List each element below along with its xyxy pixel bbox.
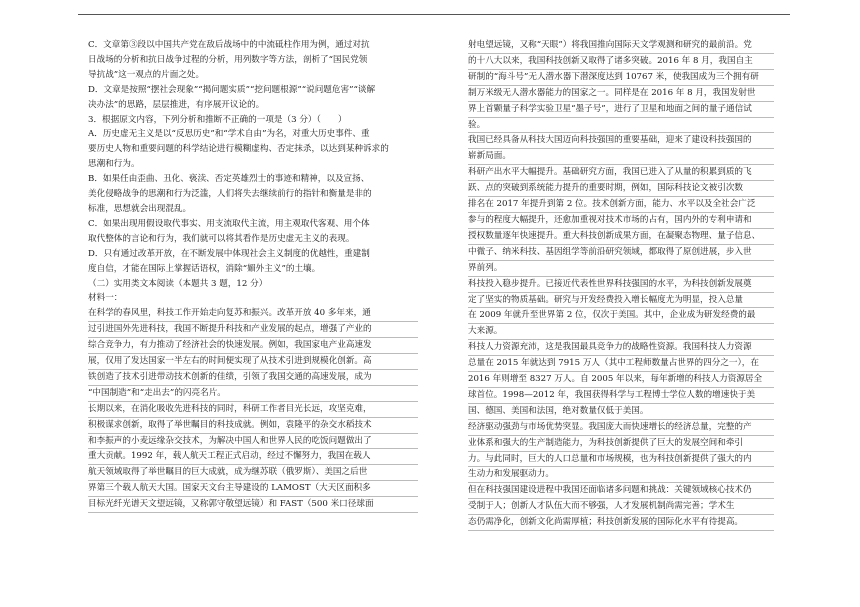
text-line: 总量在 2015 年就达到 7915 万人（其中工程师数量占世界的四分之一），在 [468,356,774,372]
text-line: 定了坚实的物质基础。研究与开发经费投入增长幅度尤为明显，投入总量 [468,293,774,309]
text-line: 和李振声的小麦远缘杂交技术，为解决中国人和世界人民的吃饭问题做出了 [88,434,418,450]
text-line: 态仍需净化，创新文化尚需厚植；科技创新发展的国际化水平有待提高。 [468,515,774,531]
text-line: 长期以来，在消化吸收先进科技的同时，科研工作者目光长远，攻坚克难， [88,402,418,418]
text-line: 铁创造了技术引进带动技术创新的佳绩，引领了我国交通的高速发展，成为 [88,370,418,386]
text-line: 授权数量逐年快速提升。重大科技创新成果方面，在凝聚态物理、量子信息、 [468,229,774,245]
text-line: 参与的程度大幅提升，还愈加重视对技术市场的占有，国内外的专利申请和 [468,213,774,229]
text-line: 跃、点的突破到系统能力提升的重要时期，例如，国际科技论文被引次数 [468,181,774,197]
text-line: 美化侵略战争的思潮和行为泛滥，人们将失去继续前行的指针和衡量是非的 [88,189,372,200]
text-line: 科研产出水平大幅提升。基础研究方面，我国已进入了从量的积累到质的飞 [468,165,774,181]
text-line: 排名在 2017 年提升到第 2 位。技术创新方面，能力、水平以及全社会广泛 [468,197,774,213]
text-line: “中国制造”和“走出去”的闪亮名片。 [88,386,418,402]
text-line: 研制的“海斗号”无人潜水器下潜深度达到 10767 米，使我国成为三个拥有研 [468,70,774,86]
text-line: C．如果出现用假设取代事实、用支流取代主流，用主观取代客观、用个体 [88,218,370,229]
text-line: 积极谋求创新，取得了举世瞩目的科技成就。例如，袁隆平的杂交水稻技术 [88,418,418,434]
text-line: 界第三个载人航天大国。国家天文台主导建设的 LAMOST（大天区面积多 [88,481,418,497]
text-line: 国、德国、美国和法国，绝对数量仅低于美国。 [468,404,774,420]
text-line: 中微子、纳米科技、基因组学等前沿研究领域，都取得了原创进展，步入世 [468,245,774,261]
text-line: 3．根据原文内容，下列分析和推断不正确的一项是（3 分）（ ） [88,114,347,125]
text-line: 大来源。 [468,324,774,340]
text-line: 验。 [468,118,774,134]
text-line: 材料一： [88,293,123,304]
text-line: 业体系和强大的生产制造能力，为科技创新提供了巨大的发展空间和牵引 [468,436,774,452]
text-line: D．只有通过改革开放，在不断发展中体现社会主义制度的优越性，重建制 [88,248,370,259]
text-line: 界上首颗量子科学实验卫星“墨子号”，进行了卫星和地面之间的量子通信试 [468,102,774,118]
text-line: 崭新局面。 [468,149,774,165]
text-line: 力。与此同时，巨大的人口总量和市场规模，也为科技创新提供了强大的内 [468,452,774,468]
text-line: 导抗战”这一观点的片面之处。 [88,69,205,80]
text-line: 科技人力资源充沛，这是我国最具竞争力的战略性资源。我国科技人力资源 [468,340,774,356]
text-line: 展，仅用了发达国家一半左右的时间便实现了从技术引进到规模化创新。高 [88,354,418,370]
text-line: 航天领域取得了举世瞩目的巨大成就，成为继苏联（俄罗斯）、美国之后世 [88,465,418,481]
text-line: 2016 年则增至 8327 万人。自 2005 年以来，每年新增的科技人力资源居全 [468,372,774,388]
text-line: 我国已经具备从科技大国迈向科技强国的重要基础，迎来了建设科技强国的 [468,133,774,149]
text-line: A．历史虚无主义是以“反思历史”和“学术自由”为名，对重大历史事件、重 [88,129,370,140]
text-line: 思潮和行为。 [88,159,140,170]
text-line: 在科学的春风里，科技工作开始走向复苏和振兴。改革开放 40 多年来，通 [88,306,418,322]
text-line: B．如果任由歪曲、丑化、亵渎、否定英雄烈士的事迹和精神，以及宣扬、 [88,174,370,185]
text-line: 要历史人物和重要问题的科学结论进行模糊虚构、否定抹杀，以达到某种诉求的 [88,144,389,155]
text-line: 目标光纤光谱天文望远镜，又称郭守敬望远镜）和 FAST（500 米口径球面 [88,497,418,513]
header-rule [78,14,790,15]
text-line: 综合竞争力，有力推动了经济社会的快速发展。例如，我国家电产业高速发 [88,338,418,354]
text-line: 科技投入稳步提升。已接近代表性世界科技强国的水平，为科技创新发展奠 [468,277,774,293]
text-line: 射电望远镜，又称“天眼”）将我国推向国际天文学观测和研究的最前沿。党 [468,38,774,54]
text-line: 生动力和发展驱动力。 [468,467,774,483]
text-line: 经济驱动强劲与市场优势突显。我国庞大而快速增长的经济总量，完整的产 [468,420,774,436]
text-line: 日战场的分析和抗日战争过程的分析，用列数字等方法，剖析了“国民党领 [88,54,368,65]
text-line: 但在科技强国建设进程中我国还面临诸多问题和挑战：关键领域核心技术仍 [468,483,774,499]
text-line: D．文章是按照“摆社会现象”“揭问题实质”“挖问题根源”“说问题危害”“谈解 [88,84,376,95]
right-column [468,38,774,599]
text-line: 标准，思想就会出现混乱。 [88,203,192,214]
left-column [88,38,418,599]
text-line: 制万米级无人潜水器能力的国家之一。同样是在 2016 年 8 月，我国发射世 [468,86,774,102]
text-line: 度自信，才能在国际上掌握话语权，消除“媚外主义”的土壤。 [88,263,321,274]
text-line: 取代整体的言论和行为，我们就可以将其看作是历史虚无主义的表现。 [88,233,355,244]
text-line: 重大贡献。1992 年，载人航天工程正式启动，经过不懈努力，我国在载人 [88,449,418,465]
text-line: 受制于人；创新人才队伍大而不够强，人才发展机制尚需完善；学术生 [468,499,774,515]
text-line: 过引进国外先进科技，我国不断提升科技和产业发展的起点，增强了产业的 [88,322,418,338]
text-line: 决办法”的思路，层层推进，有序展开议论的。 [88,99,265,110]
text-line: 球首位。1998—2012 年，我国获得科学与工程博士学位人数的增速快于美 [468,388,774,404]
text-line: 在 2009 年就升至世界第 2 位，仅次于美国。其中，企业成为研发经费的最 [468,308,774,324]
text-line: C．文章第③段以中国共产党在敌后战场中的中流砥柱作用为例，通过对抗 [88,40,370,50]
text-line: （二）实用类文本阅读（本题共 3 题，12 分） [88,278,268,289]
text-line: 界前列。 [468,261,774,277]
text-line: 的十八大以来，我国科技创新又取得了诸多突破。2016 年 8 月，我国自主 [468,54,774,70]
